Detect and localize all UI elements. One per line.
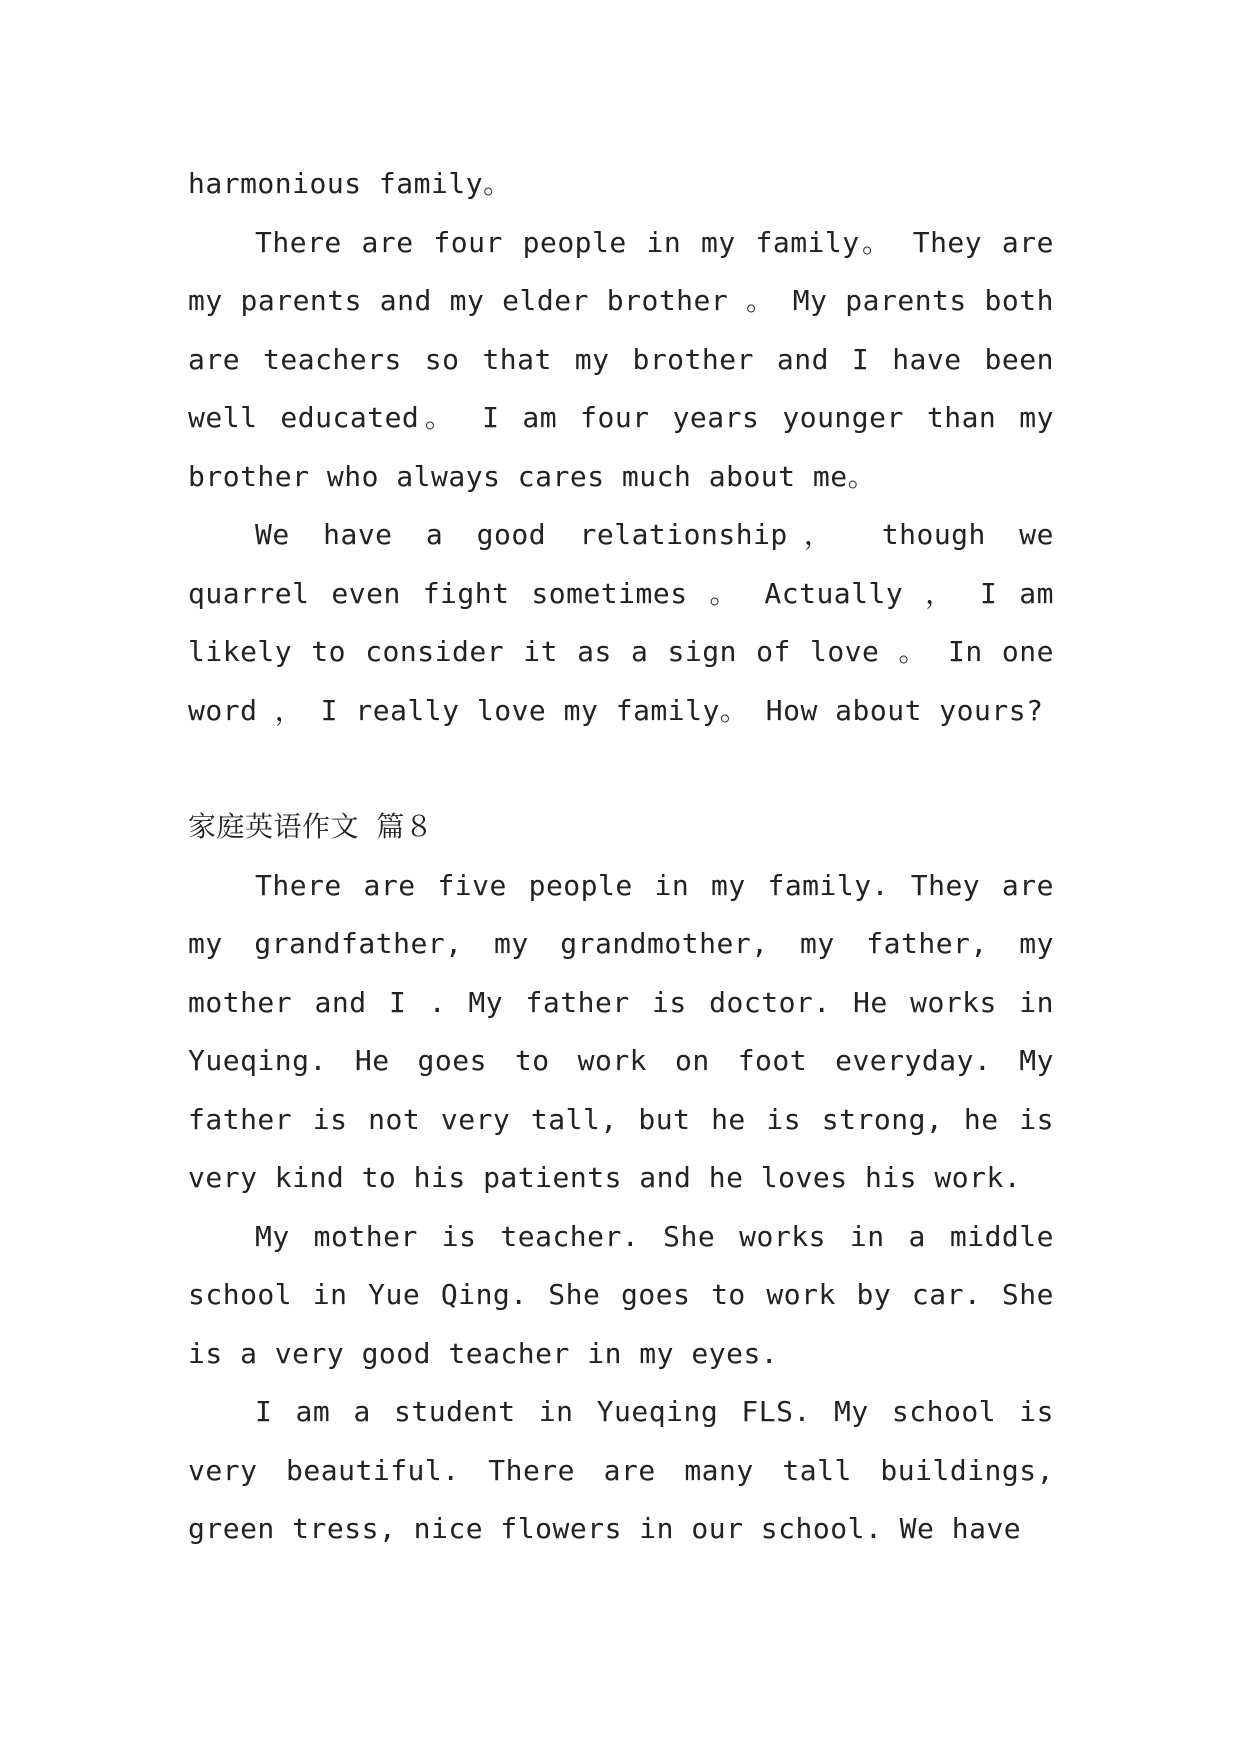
paragraph-mother: My mother is teacher. She works in a middle school in Yue Qing. She goes to work by car. She is a very good teacher in my eyes.: [188, 1219, 1054, 1370]
document-body: [188, 155, 1054, 1559]
paragraph-continuation: harmonious family。: [188, 167, 512, 200]
paragraph-student: I am a student in Yueqing FLS. My school is very beautiful. There are many tall buildings, green tress, nice flowers in our school. We have: [188, 1395, 1054, 1545]
paragraph-five-people: There are five people in my family. They are my grandfather, my grandmother, my father, my mother and I . My father is doctor. He works in Yueqing. He goes to work on foot everyday. My father is not very tall, but he is strong, he is very kind to his patients and he loves his work.: [188, 868, 1054, 1194]
paragraph-family-members: There are four people in my family。 They are my parents and my elder brother 。 My parents both are teachers so that my brother and I have been well educated。 I am four years younger than my brother who always cares much about me。: [188, 225, 1054, 493]
section-heading: 家庭英语作文 篇８: [188, 810, 434, 843]
paragraph-relationship: We have a good relationship， though we quarrel even fight sometimes 。 Actually ， I am likely to consider it as a sign of love 。 In one word ， I really love my family。 How about yours?: [188, 518, 1054, 727]
